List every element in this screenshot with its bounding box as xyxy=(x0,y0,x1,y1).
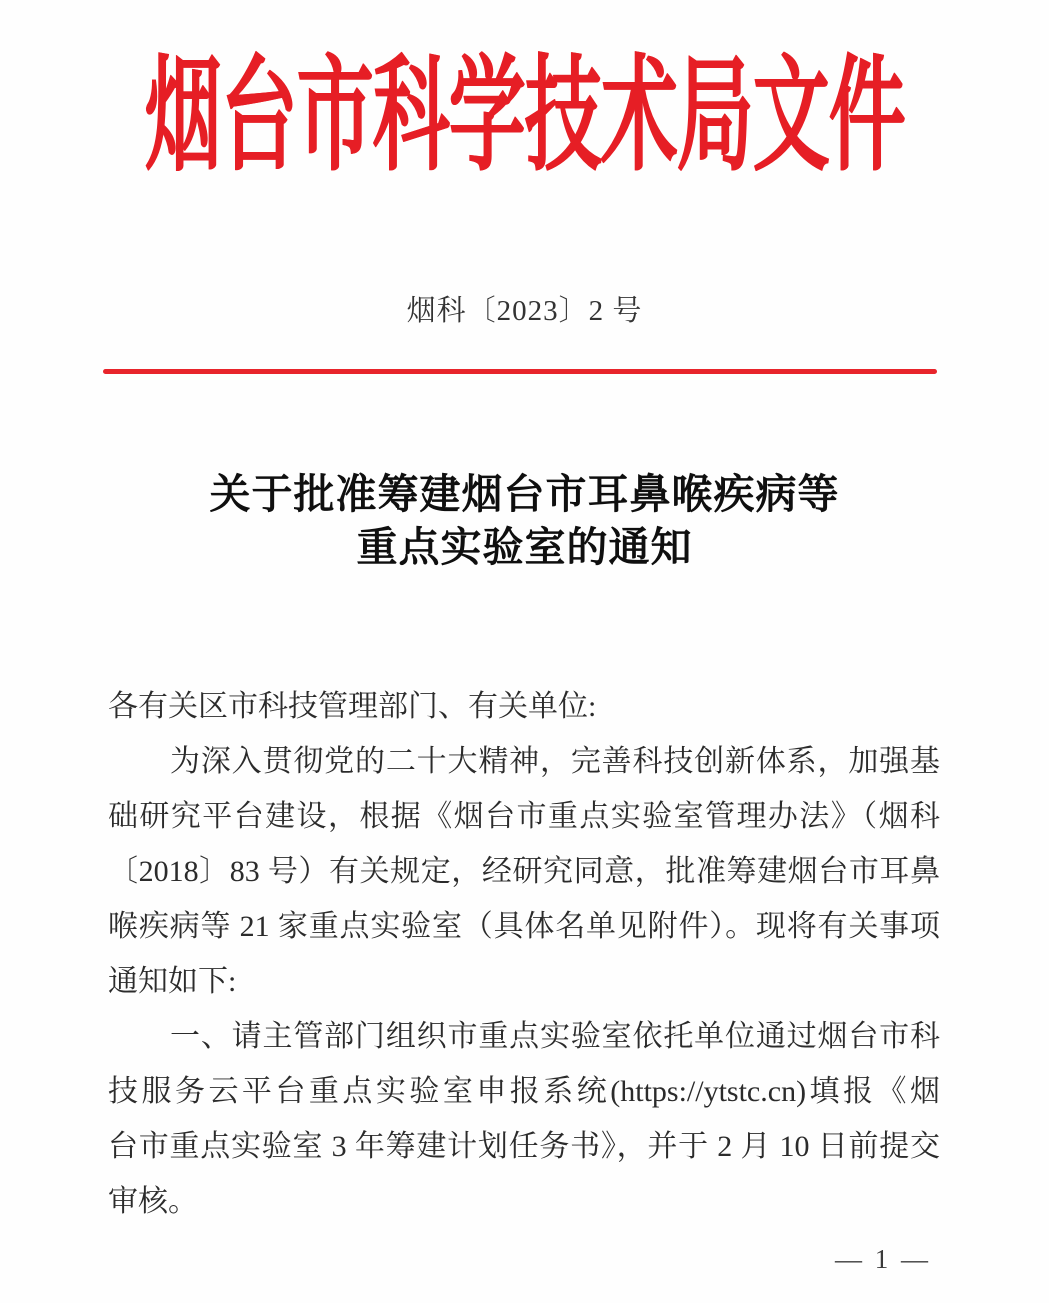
body-line: 础研究平台建设，根据《烟台市重点实验室管理办法》（烟科 xyxy=(108,800,940,833)
body-line: 审核。 xyxy=(108,1185,198,1218)
body-line: 〔2018〕83 号）有关规定，经研究同意，批准筹建烟台市耳鼻 xyxy=(108,855,940,888)
body-line-salutation: 各有关区市科技管理部门、有关单位: xyxy=(108,690,597,723)
body-line: 技服务云平台重点实验室申报系统(https://ytstc.cn)填报《烟 xyxy=(108,1075,940,1108)
document-title xyxy=(0,468,1049,574)
letterhead-title: 烟台市科学技术局文件 xyxy=(144,46,905,187)
body-line: 通知如下: xyxy=(108,965,237,998)
body-line: 喉疾病等 21 家重点实验室（具体名单见附件）。现将有关事项 xyxy=(108,910,940,943)
body-line: 为深入贯彻党的二十大精神，完善科技创新体系，加强基 xyxy=(170,745,940,778)
document-body xyxy=(108,679,940,1229)
document-title-line1: 关于批准筹建烟台市耳鼻喉疾病等 xyxy=(209,471,840,517)
document-title-line2: 重点实验室的通知 xyxy=(356,524,693,570)
red-divider-line xyxy=(103,369,937,374)
page-number: — 1 — xyxy=(835,1244,931,1274)
body-line: 一、请主管部门组织市重点实验室依托单位通过烟台市科 xyxy=(170,1020,940,1053)
body-line: 台市重点实验室 3 年筹建计划任务书》，并于 2 月 10 日前提交 xyxy=(108,1130,940,1163)
document-number: 烟科〔2023〕2 号 xyxy=(406,295,643,327)
